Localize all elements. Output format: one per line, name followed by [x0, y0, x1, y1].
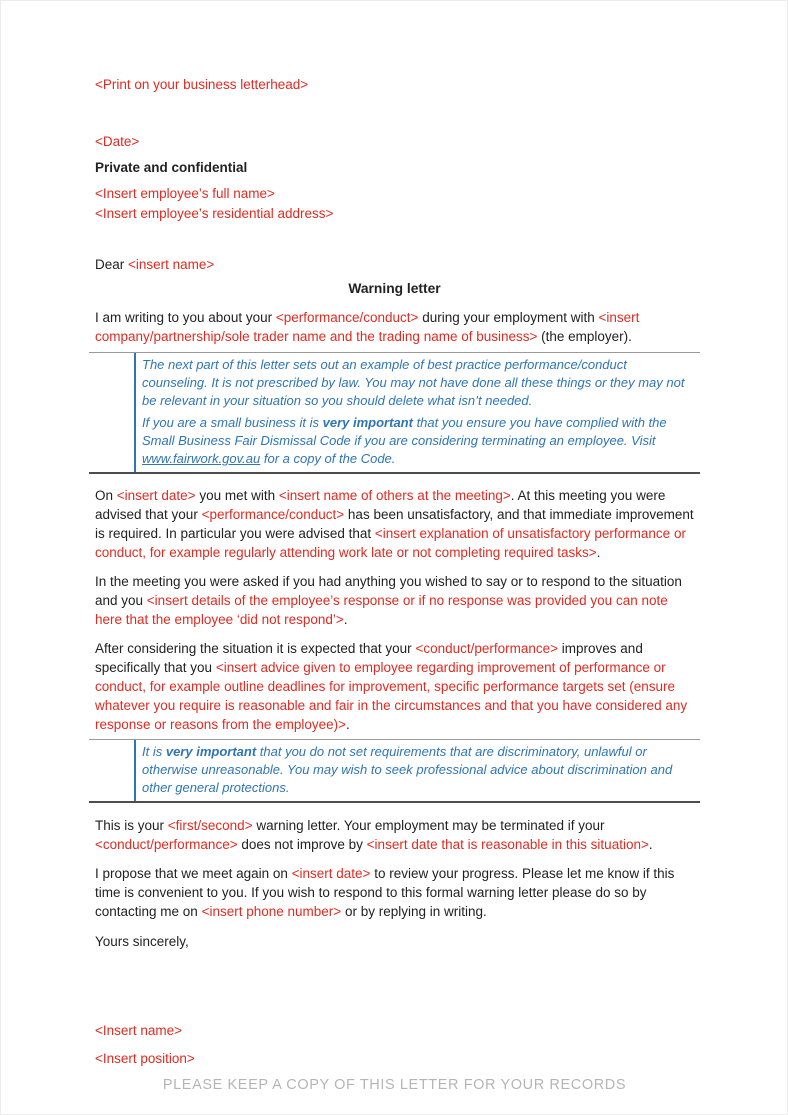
- placeholder-text: <conduct/performance>: [95, 837, 238, 852]
- meeting-paragraph: [95, 486, 694, 562]
- text-run: for a copy of the Code.: [260, 451, 396, 466]
- text-run: during your employment with: [418, 310, 599, 325]
- letterhead-placeholder: <Print on your business letterhead>: [95, 77, 309, 92]
- text-run: .: [343, 612, 348, 627]
- text-run: I propose that we meet again on: [95, 866, 292, 881]
- placeholder-text: <insert name>: [128, 257, 215, 272]
- text-run: to review your progress. Please let me know if this time is convenient to you. If you wish to respond to this formal warning letter please do so by contacting me on: [95, 866, 675, 919]
- followup-paragraph: [95, 864, 694, 921]
- text-run: or by replying in writing.: [341, 904, 487, 919]
- placeholder-text: <insert company/partnership/sole trader name and the trading name of business>: [95, 310, 640, 344]
- text-run: that you ensure you have complied with the Small Business Fair Dismissal Code if you are considering terminating an employee. Visit: [142, 415, 667, 448]
- text-run: has been unsatisfactory, and that immediate improvement is required. In particular you were advised that: [95, 507, 694, 541]
- text-run: . At this meeting you were advised that your: [95, 488, 666, 522]
- text-run: The next part of this letter sets out an example of best practice performance/conduct counseling. It is not prescribed by law. You may not have done all these things or they may not be relevant in your situation so you should delete what isn’t needed.: [142, 357, 685, 408]
- placeholder-text: <insert explanation of unsatisfactory performance or conduct, for example regularly attending work late or not completing required tasks>: [95, 526, 686, 560]
- guidance-note-1-para-1: [142, 356, 688, 410]
- placeholder-text: <insert details of the employee’s response or if no response was provided you can note here that the employee ‘did not respond’>: [95, 593, 668, 627]
- text-run: On: [95, 488, 117, 503]
- text-run: In the meeting you were asked if you had anything you wished to say or to respond to the situation and you: [95, 574, 682, 608]
- text-run: If you are a small business it is: [142, 415, 323, 430]
- warning-paragraph: [95, 816, 694, 854]
- footer-note: PLEASE KEEP A COPY OF THIS LETTER FOR YOUR RECORDS: [162, 1077, 627, 1093]
- text-run: very important: [165, 744, 257, 759]
- text-run: Dear: [95, 257, 129, 272]
- placeholder-text: <insert date>: [291, 866, 371, 881]
- guidance-note-1: [89, 352, 700, 474]
- placeholder-text: <conduct/performance>: [415, 641, 559, 656]
- text-run: .: [346, 717, 350, 732]
- placeholder-text: <first/second>: [167, 818, 253, 833]
- text-run: .: [648, 837, 653, 852]
- text-run: very important: [322, 415, 413, 430]
- text-run: After considering the situation it is expected that your: [95, 641, 416, 656]
- improvement-paragraph: [95, 639, 694, 734]
- text-run: warning letter. Your employment may be terminated if your: [252, 818, 605, 833]
- placeholder-text: <performance/conduct>: [201, 507, 345, 522]
- signature-name-placeholder: <Insert name>: [95, 1023, 183, 1038]
- date-placeholder: <Date>: [95, 134, 140, 149]
- placeholder-text: <insert phone number>: [201, 904, 342, 919]
- employee-name-placeholder: <Insert employee’s full name>: [95, 186, 275, 201]
- text-run: improves and specifically that you: [95, 641, 643, 675]
- placeholder-text: <insert date>: [116, 488, 196, 503]
- intro-paragraph: [95, 308, 694, 346]
- salutation: [95, 255, 694, 274]
- response-paragraph: [95, 572, 694, 629]
- closing: Yours sincerely,: [95, 934, 189, 949]
- placeholder-text: <insert name of others at the meeting>: [278, 488, 511, 503]
- text-run: This is your: [95, 818, 168, 833]
- placeholder-text: <performance/conduct>: [275, 310, 419, 325]
- guidance-note-2: [89, 739, 700, 803]
- placeholder-text: <insert advice given to employee regarding improvement of performance or conduct, for example outline deadlines for improvement, specific performance targets set (ensure whatever you require is reasonable and fair in the circumstances and that you have considered any response or reasons from the employee)>: [95, 660, 688, 732]
- callout-accent-bar: [134, 740, 136, 801]
- letter-title: Warning letter: [348, 281, 441, 296]
- text-run: that you do not set requirements that are discriminatory, unlawful or otherwise unreasonable. You may wish to seek professional advice about discrimination and other general protections.: [142, 744, 673, 795]
- employee-address-placeholder: <Insert employee’s residential address>: [95, 206, 334, 221]
- fairwork-link[interactable]: www.fairwork.gov.au: [142, 451, 261, 466]
- text-run: I am writing to you about your: [95, 310, 276, 325]
- text-run: .: [596, 545, 601, 560]
- signature-position-placeholder: <Insert position>: [95, 1051, 195, 1066]
- guidance-note-1-para-2: [142, 414, 688, 468]
- text-run: It is: [142, 744, 166, 759]
- text-run: (the employer).: [537, 329, 632, 344]
- callout-accent-bar: [134, 353, 136, 472]
- confidential-heading: Private and confidential: [95, 160, 248, 175]
- placeholder-text: <insert date that is reasonable in this situation>: [366, 837, 649, 852]
- text-run: does not improve by: [237, 837, 367, 852]
- guidance-note-2-para-1: [142, 743, 688, 797]
- text-run: you met with: [195, 488, 279, 503]
